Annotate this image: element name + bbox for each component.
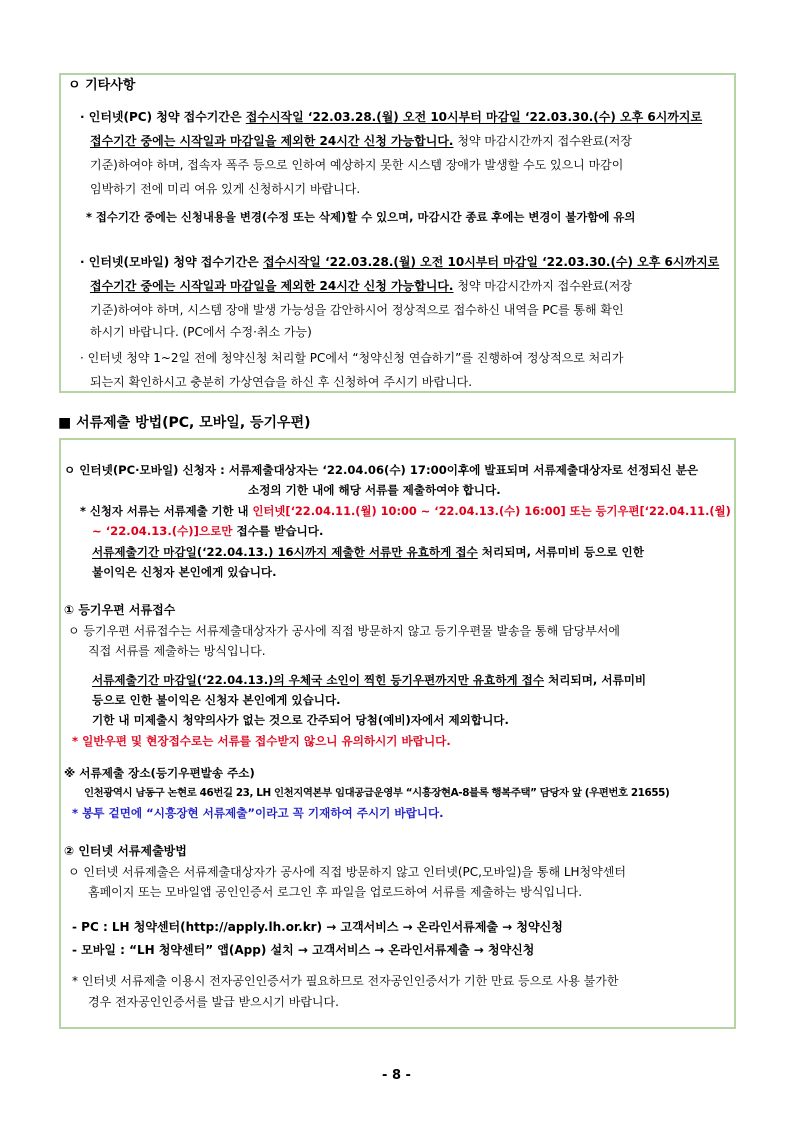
mobile-path: - 모바일 : “LH 청약센터” 앱(App) 설치 → 고객서비스 → 온라인서류제출 → 청약신청 — [72, 943, 535, 957]
mobile-period-line3: 기준)하여야 하며, 시스템 장애 발생 가능성을 감안하시어 정상적으로 접수하신 내역을 PC를 통해 확인 — [90, 303, 624, 317]
pc-period-line1: · 인터넷(PC) 청약 접수기간은 접수시작일 ‘22.03.28.(월) 오전 10시부터 마감일 ‘22.03.30.(수) 오후 6시까지로 — [80, 110, 703, 124]
mail-deadline-line: 서류제출기간 마감일(‘22.04.13.)의 우체국 소인이 찍힌 등기우편까지만 유효하게 접수 처리되며, 서류미비 — [92, 673, 647, 687]
internet-method-line1: ㅇ 인터넷 서류제출은 서류제출대상자가 공사에 직접 방문하지 않고 인터넷(PC,모바일)을 통해 LH청약센터 — [68, 865, 626, 879]
mobile-period-line1: · 인터넷(모바일) 청약 접수기간은 접수시작일 ‘22.03.28.(월) 오전 10시부터 마감일 ‘22.03.30.(수) 오후 6시까지로 — [80, 255, 720, 269]
mail-warning: * 일반우편 및 현장접수로는 서류를 접수받지 않으니 유의하시기 바랍니다. — [72, 734, 451, 748]
etc-heading: ㅇ 기타사항 — [68, 78, 136, 93]
mail-method-title: ① 등기우편 서류접수 — [64, 603, 176, 617]
section-title: ■ 서류제출 방법(PC, 모바일, 등기우편) — [58, 415, 311, 431]
practice-line1: · 인터넷 청약 1~2일 전에 청약신청 처리할 PC에서 “청약신청 연습하기”를 진행하여 정상적으로 처리가 — [80, 351, 624, 365]
mail-method-line1: ㅇ 등기우편 서류접수는 서류제출대상자가 공사에 직접 방문하지 않고 등기우편물 발송을 통해 담당부서에 — [68, 624, 621, 638]
submit-period-line2: ~ ‘22.04.13.(수)]으로만 접수를 받습니다. — [92, 524, 324, 538]
pc-period-line4: 임박하기 전에 미리 여유 있게 신청하시기 바랍니다. — [90, 182, 361, 196]
page-number: - 8 - — [382, 1068, 411, 1083]
submit-deadline-line: 서류제출기간 마감일(‘22.04.13.) 16시까지 제출한 서류만 유효하게 접수 처리되며, 서류미비 등으로 인한 — [92, 545, 644, 559]
submit-intro-line1: ㅇ 인터넷(PC·모바일) 신청자 : 서류제출대상자는 ‘22.04.06(수) 17:00이후에 발표되며 서류제출대상자로 선정되신 분은 — [64, 463, 699, 477]
submit-period-line1: * 신청자 서류는 서류제출 기한 내 인터넷[‘22.04.11.(월) 10:00 ~ ‘22.04.13.(수) 16:00] 또는 등기우편[‘22.04.11.(월) — [80, 504, 731, 518]
internet-method-title: ② 인터넷 서류제출방법 — [64, 844, 187, 858]
mobile-period-line4: 하시기 바랍니다. (PC에서 수정·취소 가능) — [90, 325, 312, 339]
cert-note-line2: 경우 전자공인인증서를 발급 받으시기 바랍니다. — [88, 995, 339, 1009]
place-title: ※ 서류제출 장소(등기우편발송 주소) — [64, 766, 255, 780]
mobile-period-line2: 접수기간 중에는 시작일과 마감일을 제외한 24시간 신청 가능합니다. 청약 마감시간까지 접수완료(저장 — [90, 279, 632, 293]
submit-intro-line2: 소정의 기한 내에 해당 서류를 제출하여야 합니다. — [248, 483, 501, 497]
pc-period-line3: 기준)하여야 하며, 접속자 폭주 등으로 인하여 예상하지 못한 시스템 장애가 발생할 수도 있으니 마감이 — [90, 158, 624, 172]
practice-line2: 되는지 확인하시고 충분히 가상연습을 하신 후 신청하여 주시기 바랍니다. — [90, 375, 473, 389]
internet-method-line2: 홈페이지 또는 모바일앱 공인인증서 로그인 후 파일을 업로드하여 서류를 제출하는 방식입니다. — [88, 885, 583, 899]
envelope-note: * 봉투 겉면에 “시흥장현 서류제출”이라고 꼭 기재하여 주시기 바랍니다. — [72, 806, 444, 820]
cert-note-line1: * 인터넷 서류제출 이용시 전자공인인증서가 필요하므로 전자공인인증서가 기한 만료 등으로 사용 불가한 — [72, 974, 619, 988]
mail-method-line2: 직접 서류를 제출하는 방식입니다. — [88, 644, 266, 658]
pc-period-line2: 접수기간 중에는 시작일과 마감일을 제외한 24시간 신청 가능합니다. 청약 마감시간까지 접수완료(저장 — [90, 134, 632, 148]
pc-change-note: * 접수기간 중에는 신청내용을 변경(수정 또는 삭제)할 수 있으며, 마감시간 종료 후에는 변경이 불가함에 유의 — [86, 210, 636, 224]
pc-path: - PC : LH 청약센터(http://apply.lh.or.kr) → 고객서비스 → 온라인서류제출 → 청약신청 — [72, 920, 563, 934]
mail-disadvantage-line: 등으로 인한 불이익은 신청자 본인에게 있습니다. — [92, 693, 341, 707]
place-address: 인천광역시 남동구 논현로 46번길 23, LH 인천지역본부 임대공급운영부 “시흥장현A-8블록 행복주택” 담당자 앞 (우편번호 21655) — [84, 787, 670, 799]
submit-disadvantage-line: 불이익은 신청자 본인에게 있습니다. — [92, 565, 277, 579]
mail-exclusion-line: 기한 내 미제출시 청약의사가 없는 것으로 간주되어 당첨(예비)자에서 제외합니다. — [92, 713, 509, 727]
